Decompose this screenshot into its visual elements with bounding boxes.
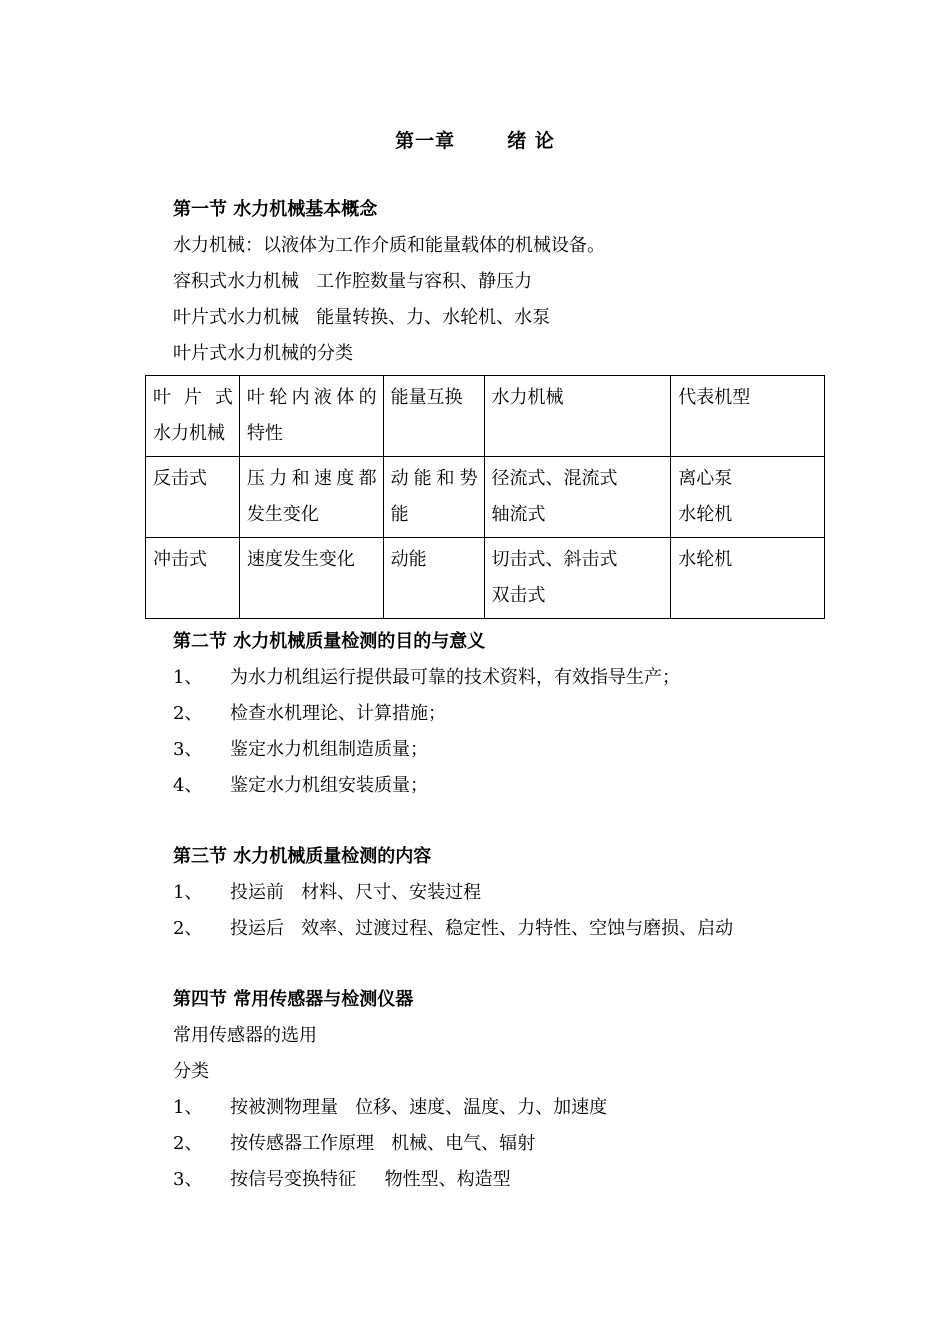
table-cell: 离心泵 水轮机 bbox=[671, 457, 825, 538]
list-item: 2、 按传感器工作原理 机械、电气、辐射 bbox=[173, 1133, 536, 1154]
table-header-cell: 叶轮内液体的 特性 bbox=[239, 376, 383, 457]
table-cell: 水轮机 bbox=[671, 538, 825, 619]
list-item: 1、 按被测物理量 位移、速度、温度、力、加速度 bbox=[173, 1097, 608, 1118]
s1-line: 叶片式水力机械 能量转换、力、水轮机、水泵 bbox=[173, 307, 551, 328]
subheading: 常用传感器的选用 bbox=[173, 1025, 317, 1046]
table-cell: 动能和势 能 bbox=[383, 457, 484, 538]
classification-table bbox=[145, 375, 825, 619]
section-2-heading: 第二节 水力机械质量检测的目的与意义 bbox=[173, 631, 486, 652]
list-item: 4、 鉴定水力机组安装质量； bbox=[173, 775, 428, 796]
chapter-number: 第一章 bbox=[395, 130, 456, 152]
s1-line: 叶片式水力机械的分类 bbox=[173, 343, 353, 364]
list-item: 3、 鉴定水力机组制造质量； bbox=[173, 739, 428, 760]
table-cell: 切击式、斜击式 双击式 bbox=[484, 538, 671, 619]
list-item: 2、 投运后 效率、过渡过程、稳定性、力特性、空蚀与磨损、启动 bbox=[173, 918, 734, 939]
list-item: 1、 投运前 材料、尺寸、安装过程 bbox=[173, 882, 482, 903]
table-cell: 动能 bbox=[383, 538, 484, 619]
table-header-row bbox=[146, 376, 825, 457]
list-item: 3、 按信号变换特征 物性型、构造型 bbox=[173, 1169, 511, 1190]
chapter-name: 绪 论 bbox=[507, 130, 555, 152]
s1-line: 容积式水力机械 工作腔数量与容积、静压力 bbox=[173, 271, 533, 292]
list-item: 1、 为水力机组运行提供最可靠的技术资料，有效指导生产； bbox=[173, 667, 680, 688]
table-header-cell: 代表机型 bbox=[671, 376, 825, 457]
table-row bbox=[146, 457, 825, 538]
table-cell: 反击式 bbox=[146, 457, 240, 538]
table-header-cell: 能量互换 bbox=[383, 376, 484, 457]
section-1-heading: 第一节 水力机械基本概念 bbox=[173, 199, 378, 220]
list-item: 2、 检查水机理论、计算措施； bbox=[173, 703, 446, 724]
table-row bbox=[146, 538, 825, 619]
table-header-cell: 水力机械 bbox=[484, 376, 671, 457]
subheading: 分类 bbox=[173, 1061, 209, 1082]
s1-line: 水力机械：以液体为工作介质和能量载体的机械设备。 bbox=[173, 235, 605, 256]
table-header-cell: 叶 片 式 水力机械 bbox=[146, 376, 240, 457]
table-cell: 冲击式 bbox=[146, 538, 240, 619]
section-4-heading: 第四节 常用传感器与检测仪器 bbox=[173, 989, 414, 1010]
table-cell: 速度发生变化 bbox=[239, 538, 383, 619]
section-3-heading: 第三节 水力机械质量检测的内容 bbox=[173, 846, 432, 867]
table-cell: 径流式、混流式 轴流式 bbox=[484, 457, 671, 538]
chapter-title bbox=[0, 126, 950, 153]
table-cell: 压力和速度都 发生变化 bbox=[239, 457, 383, 538]
